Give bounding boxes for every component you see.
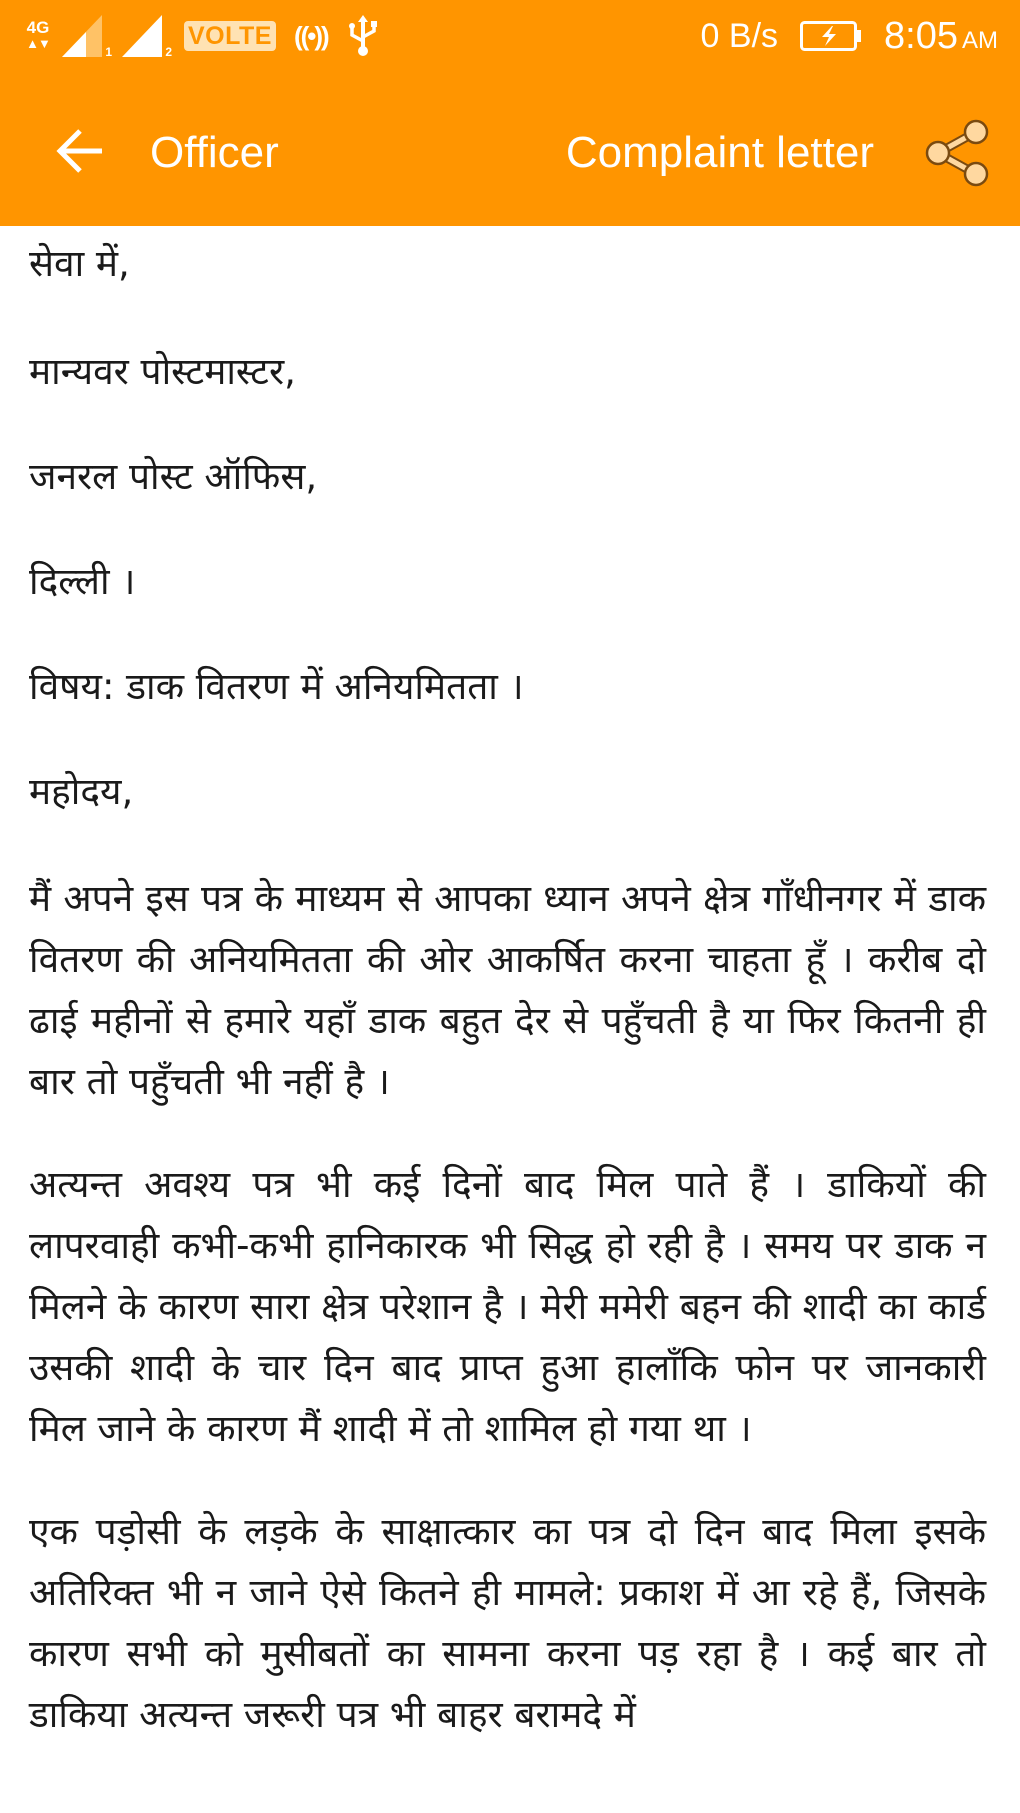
recipient-office: जनरल पोस्ट ऑफिस, xyxy=(29,455,318,498)
status-bar-right xyxy=(701,12,998,60)
page-title: Complaint letter xyxy=(565,128,874,177)
body-paragraph-3: एक पड़ोसी के लड़के के साक्षात्कार का पत्र दो दिन बाद मिला इसके अतिरिक्त भी न जाने ऐसे कितने ही मामले: प्रकाश में आ रहे हैं, जिसके कारण सभी को मुसीबतों का सामना करना पड़ रहा है । कई बार तो डाकिया अत्यन्त जरूरी पत्र भी बाहर बरामदे में xyxy=(29,1510,986,1736)
recipient-city: दिल्ली । xyxy=(29,560,136,603)
share-icon xyxy=(922,118,992,188)
sim2-label: 2 xyxy=(165,45,172,59)
tab-title-officer-label: Officer xyxy=(150,128,279,177)
volte-icon: VOLTE xyxy=(184,21,276,51)
greeting: महोदय, xyxy=(29,770,134,813)
app-toolbar xyxy=(0,80,1020,226)
body-paragraph-2: अत्यन्त अवश्य पत्र भी कई दिनों बाद मिल पाते हैं । डाकियों की लापरवाही कभी-कभी हानिकारक भी सिद्ध हो रही है । समय पर डाक न मिलने के कारण सारा क्षेत्र परेशान है । मेरी ममेरी बहन की शादी का कार्ड उसकी शादी के चार दिन बाद प्राप्त हुआ हालाँकि फोन पर जानकारी मिल जाने के कारण मैं शादी में तो शामिल हो गया था । xyxy=(29,1163,986,1450)
clock-time: 8:05 xyxy=(884,14,958,57)
hotspot-icon: ((•)) xyxy=(293,20,328,51)
signal-sim1-icon xyxy=(62,15,112,59)
usb-icon xyxy=(348,15,378,57)
4g-data-icon: 4G ▲▼ xyxy=(24,20,52,52)
arrow-left-icon xyxy=(56,129,106,173)
data-speed: 0 B/s xyxy=(700,16,779,55)
status-bar-left xyxy=(24,14,378,58)
back-button[interactable] xyxy=(46,116,116,186)
body-paragraph-1: मैं अपने इस पत्र के माध्यम से आपका ध्यान अपने क्षेत्र गाँधीनगर में डाक वितरण की अनियमितता की ओर आकर्षित करना चाहता हूँ । करीब दो ढाई महीनों से हमारे यहाँ डाक बहुत देर से पहुँचती है या फिर कितनी ही बार तो पहुँचती भी नहीं है । xyxy=(29,877,986,1103)
recipient-title: मान्यवर पोस्टमास्टर, xyxy=(29,350,296,393)
sim1-label: 1 xyxy=(105,45,112,59)
status-bar xyxy=(0,0,1020,80)
letter-content[interactable] xyxy=(0,226,1020,1813)
clock-ampm: AM xyxy=(962,26,998,54)
signal-sim2-icon xyxy=(122,15,172,59)
tab-title-officer[interactable] xyxy=(150,118,330,188)
salutation-to: सेवा में, xyxy=(29,242,130,285)
battery-charging-icon xyxy=(800,21,862,51)
share-button[interactable] xyxy=(914,110,1000,196)
network-type-label: 4G xyxy=(26,18,50,37)
letter-subject: विषय: डाक वितरण में अनियमितता । xyxy=(29,665,524,708)
clock xyxy=(884,15,998,58)
